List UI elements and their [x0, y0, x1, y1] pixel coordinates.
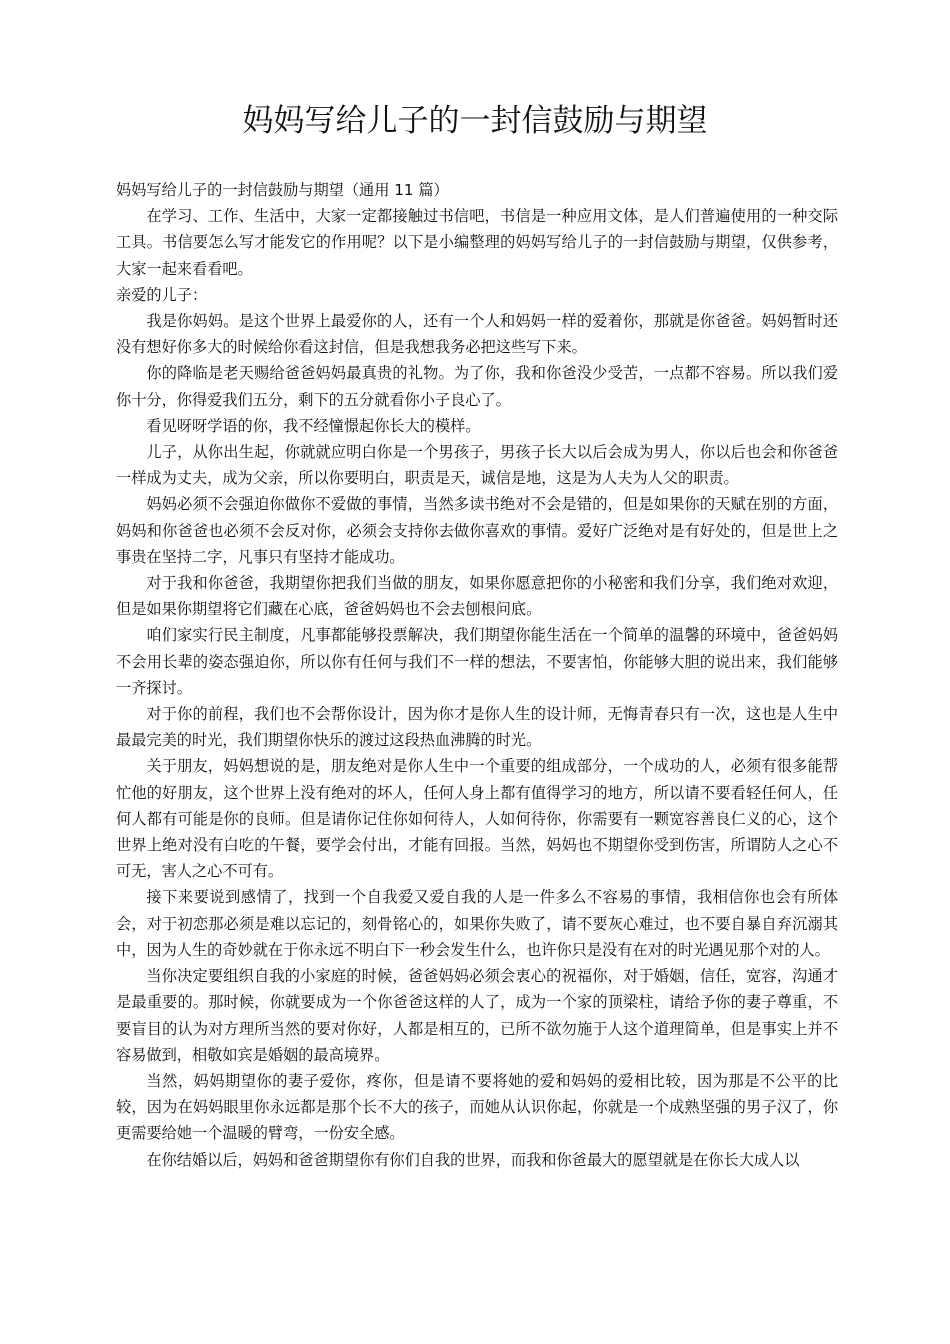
- document-title: 妈妈写给儿子的一封信鼓励与期望: [242, 103, 708, 139]
- body-paragraph: 当你决定要组织自我的小家庭的时候，爸爸妈妈必须会衷心的祝福你，对于婚姻，信任，宽容，沟通才是最重要的。那时候，你就要成为一个你爸爸这样的人了，成为一个家的顶梁柱，请给予你的妻子尊重，不要盲目的认为对方理所当然的要对你好，人都是相互的，已所不欲勿施于人这个道理简单，但是事实上并不容易做到，相敬如宾是婚姻的最高境界。: [116, 967, 838, 1064]
- body-paragraph: 在你结婚以后，妈妈和爸爸期望你有你们自我的世界，而我和你爸最大的愿望就是在你长大成人以: [146, 1150, 800, 1169]
- body-paragraph: 关于朋友，妈妈想说的是，朋友绝对是你人生中一个重要的组成部分，一个成功的人，必须有很多能帮忙他的好朋友，这个世界上没有绝对的坏人，任何人身上都有值得学习的地方，所以请不要看轻任何人，任何人都有可能是你的良师。但是请你记住你如何待人，人如何待你，你需要有一颗宽容善良仁义的心，这个世界上绝对没有白吃的午餐，要学会付出，才能有回报。当然，妈妈也不期望你受到伤害，所谓防人之心不可无，害人之心不可有。: [116, 757, 838, 881]
- body-paragraph: 咱们家实行民主制度，凡事都能够投票解决，我们期望你能生活在一个简单的温馨的环境中，爸爸妈妈不会用长辈的姿态强迫你，所以你有任何与我们不一样的想法，不要害怕，你能够大胆的说出来，我们能够一齐探讨。: [116, 626, 838, 697]
- body-paragraph: 我是你妈妈。是这个世界上最爱你的人，还有一个人和妈妈一样的爱着你，那就是你爸爸。妈妈暂时还没有想好你多大的时候给你看这封信，但是我想我务必把这些写下来。: [116, 312, 838, 357]
- body-paragraph: 对于你的前程，我们也不会帮你设计，因为你才是你人生的设计师，无悔青春只有一次，这也是人生中最最完美的时光，我们期望你快乐的渡过这段热血沸腾的时光。: [116, 705, 838, 750]
- body-paragraph: 接下来要说到感情了，找到一个自我爱又爱自我的人是一件多么不容易的事情，我相信你也会有所体会，对于初恋那必须是难以忘记的，刻骨铭心的，如果你失败了，请不要灰心难过，也不要自暴自弃沉溺其中，因为人生的奇妙就在于你永远不明白下一秒会发生什么，也许你只是没有在对的时光遇见那个对的人。: [116, 888, 838, 959]
- document-subtitle: 妈妈写给儿子的一封信鼓励与期望（通用 11 篇）: [116, 181, 449, 199]
- document-body: [116, 177, 838, 1173]
- body-paragraph: 对于我和你爸爸，我期望你把我们当做的朋友，如果你愿意把你的小秘密和我们分享，我们绝对欢迎，但是如果你期望将它们藏在心底，爸爸妈妈也不会去刨根问底。: [116, 574, 838, 619]
- body-paragraph: 看见呀呀学语的你，我不经憧憬起你长大的模样。: [146, 416, 481, 435]
- body-paragraph: 当然，妈妈期望你的妻子爱你，疼你，但是请不要将她的爱和妈妈的爱相比较，因为那是不公平的比较，因为在妈妈眼里你永远都是那个长不大的孩子，而她从认识你起，你就是一个成熟坚强的男子汉了，你更需要给她一个温暖的臂弯，一份安全感。: [116, 1071, 838, 1143]
- body-paragraph: 你的降临是老天赐给爸爸妈妈最真贵的礼物。为了你，我和你爸没少受苦，一点都不容易。所以我们爱你十分，你得爱我们五分，剩下的五分就看你小子良心了。: [116, 364, 838, 409]
- salutation: 亲爱的儿子：: [116, 285, 208, 304]
- body-paragraph: 儿子，从你出生起，你就就应明白你是一个男孩子，男孩子长大以后会成为男人，你以后也会和你爸爸一样成为丈夫，成为父亲，所以你要明白，职责是天，诚信是地，这是为人夫为人父的职责。: [116, 443, 838, 488]
- body-paragraph: 妈妈必须不会强迫你做你不爱做的事情，当然多读书绝对不会是错的，但是如果你的天赋在别的方面，妈妈和你爸爸也必须不会反对你，必须会支持你去做你喜欢的事情。爱好广泛绝对是有好处的，但是世上之事贵在坚持二字，凡事只有坚持才能成功。: [116, 495, 838, 566]
- intro-paragraph: 在学习、工作、生活中，大家一定都接触过书信吧，书信是一种应用文体，是人们普遍使用的一种交际工具。书信要怎么写才能发它的作用呢？以下是小编整理的妈妈写给儿子的一封信鼓励与期望，仅供参考，大家一起来看看吧。: [116, 207, 838, 278]
